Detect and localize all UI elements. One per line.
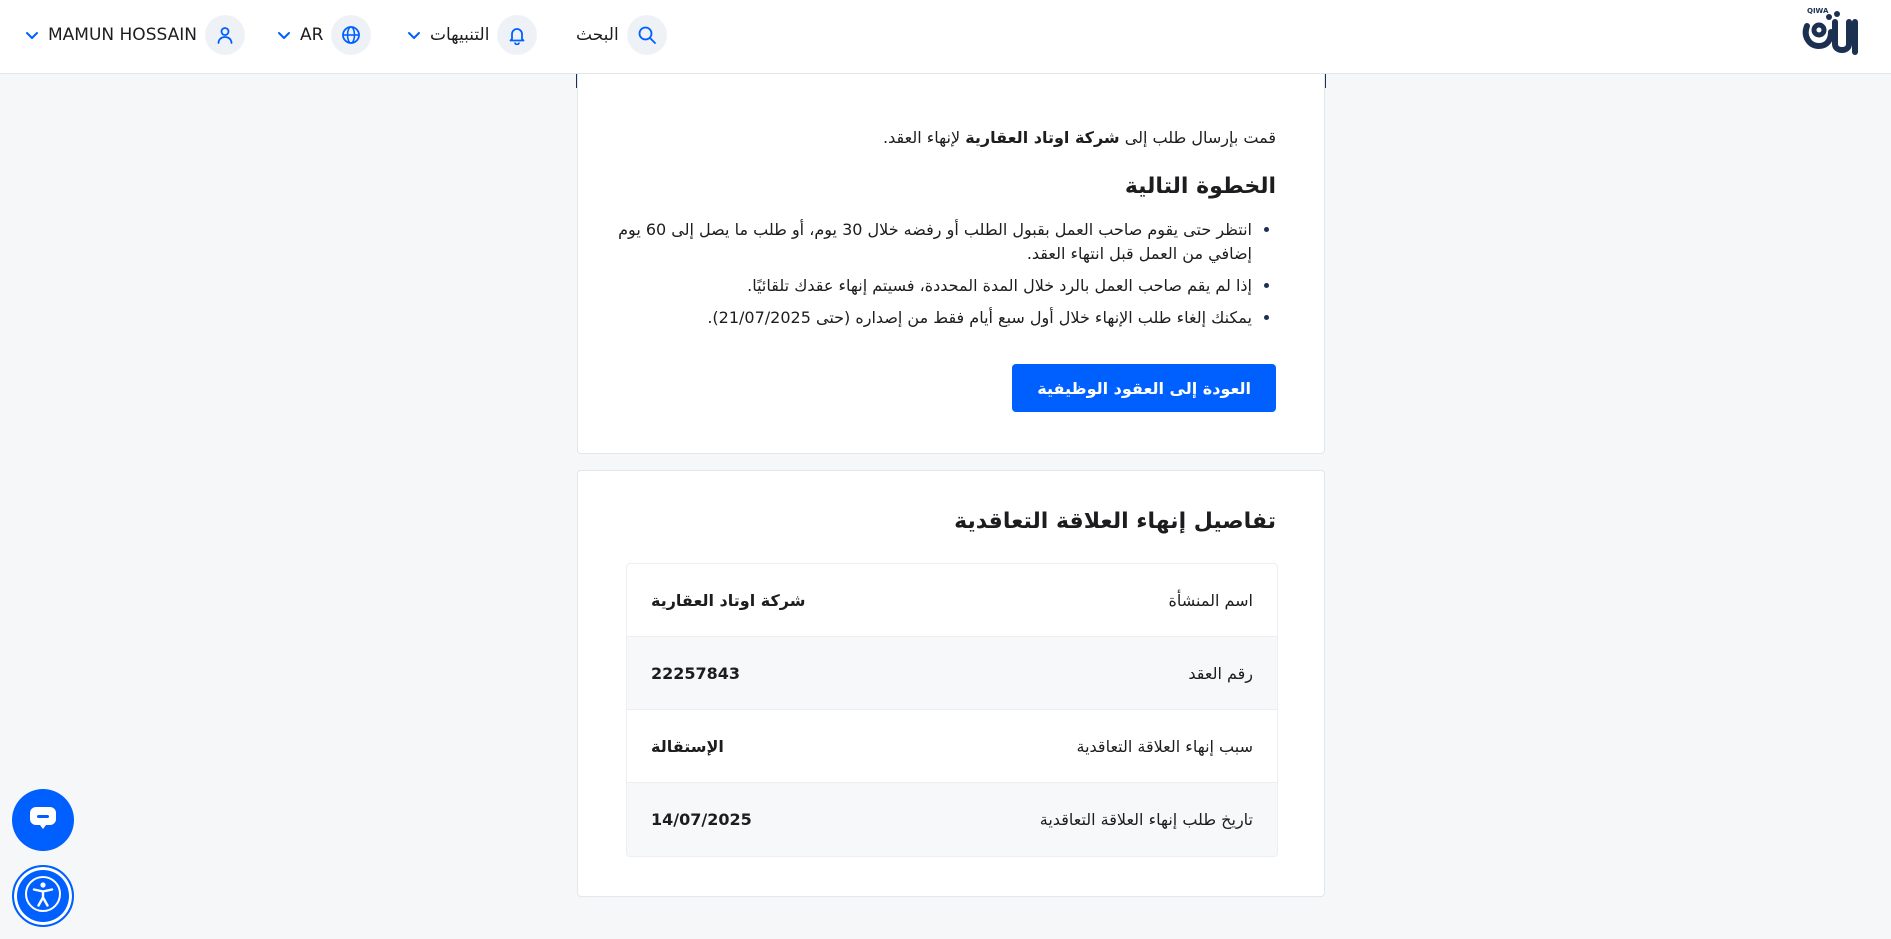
back-to-contracts-button[interactable]: العودة إلى العقود الوظيفية [1012,364,1276,412]
next-steps-list [612,218,1276,338]
details-title: تفاصيل إنهاء العلاقة التعاقدية [954,509,1276,534]
qiwa-logo[interactable] [1799,4,1871,64]
table-row [627,783,1277,856]
row-value: 14/07/2025 [651,810,752,829]
logo-text: QIWA [1807,7,1829,15]
user-menu[interactable] [24,15,245,55]
next-step-title: الخطوة التالية [1124,174,1276,199]
row-label: سبب إنهاء العلاقة التعاقدية [1076,736,1253,756]
row-label: اسم المنشأة [1168,590,1253,610]
details-table [626,563,1278,857]
row-label: رقم العقد [1188,663,1253,683]
bell-icon [497,15,537,55]
chevron-down-icon [24,27,40,43]
table-row [627,710,1277,783]
top-header [0,0,1891,74]
list-item: • انتظر حتى يقوم صاحب العمل بقبول الطلب أو رفضه خلال 30 يوم، أو طلب ما يصل إلى 60 يوم إضافي من العمل قبل انتهاء العقد. [612,218,1252,266]
user-name: MAMUN HOSSAIN [48,25,197,45]
notifications-label: التنبيهات [430,25,490,45]
table-row [627,564,1277,637]
chevron-down-icon [406,27,422,43]
row-value: الإستقالة [651,736,724,756]
termination-details-card [577,470,1325,897]
language-label: AR [300,25,324,45]
message-prefix: قمت بإرسال طلب إلى [1124,128,1276,147]
chevron-down-icon [276,27,292,43]
accessibility-icon [23,874,63,918]
list-item: • يمكنك إلغاء طلب الإنهاء خلال أول سبع أيام فقط من إصداره (حتى 21/07/2025). [612,306,1252,330]
company-name: شركة اوتاد العقارية [965,128,1120,147]
row-value: 22257843 [651,663,741,683]
table-row [627,637,1277,710]
search-label: البحث [576,25,619,45]
list-item: • إذا لم يقم صاحب العمل بالرد خلال المدة المحددة، فسيتم إنهاء عقدك تلقائيًا. [612,274,1252,298]
confirmation-message [883,128,1276,147]
row-value: شركة اوتاد العقارية [651,590,806,610]
user-icon [205,15,245,55]
accessibility-button[interactable] [12,865,74,927]
confirmation-card [577,74,1325,454]
notifications-menu[interactable] [406,15,537,55]
chat-button[interactable] [12,789,74,851]
globe-icon [331,15,371,55]
message-suffix: لإنهاء العقد. [883,128,961,147]
search-icon [627,15,667,55]
language-switcher[interactable] [276,15,371,55]
chat-icon [28,805,58,835]
row-label: تاريخ طلب إنهاء العلاقة التعاقدية [1039,810,1253,829]
search-button[interactable] [576,15,667,55]
